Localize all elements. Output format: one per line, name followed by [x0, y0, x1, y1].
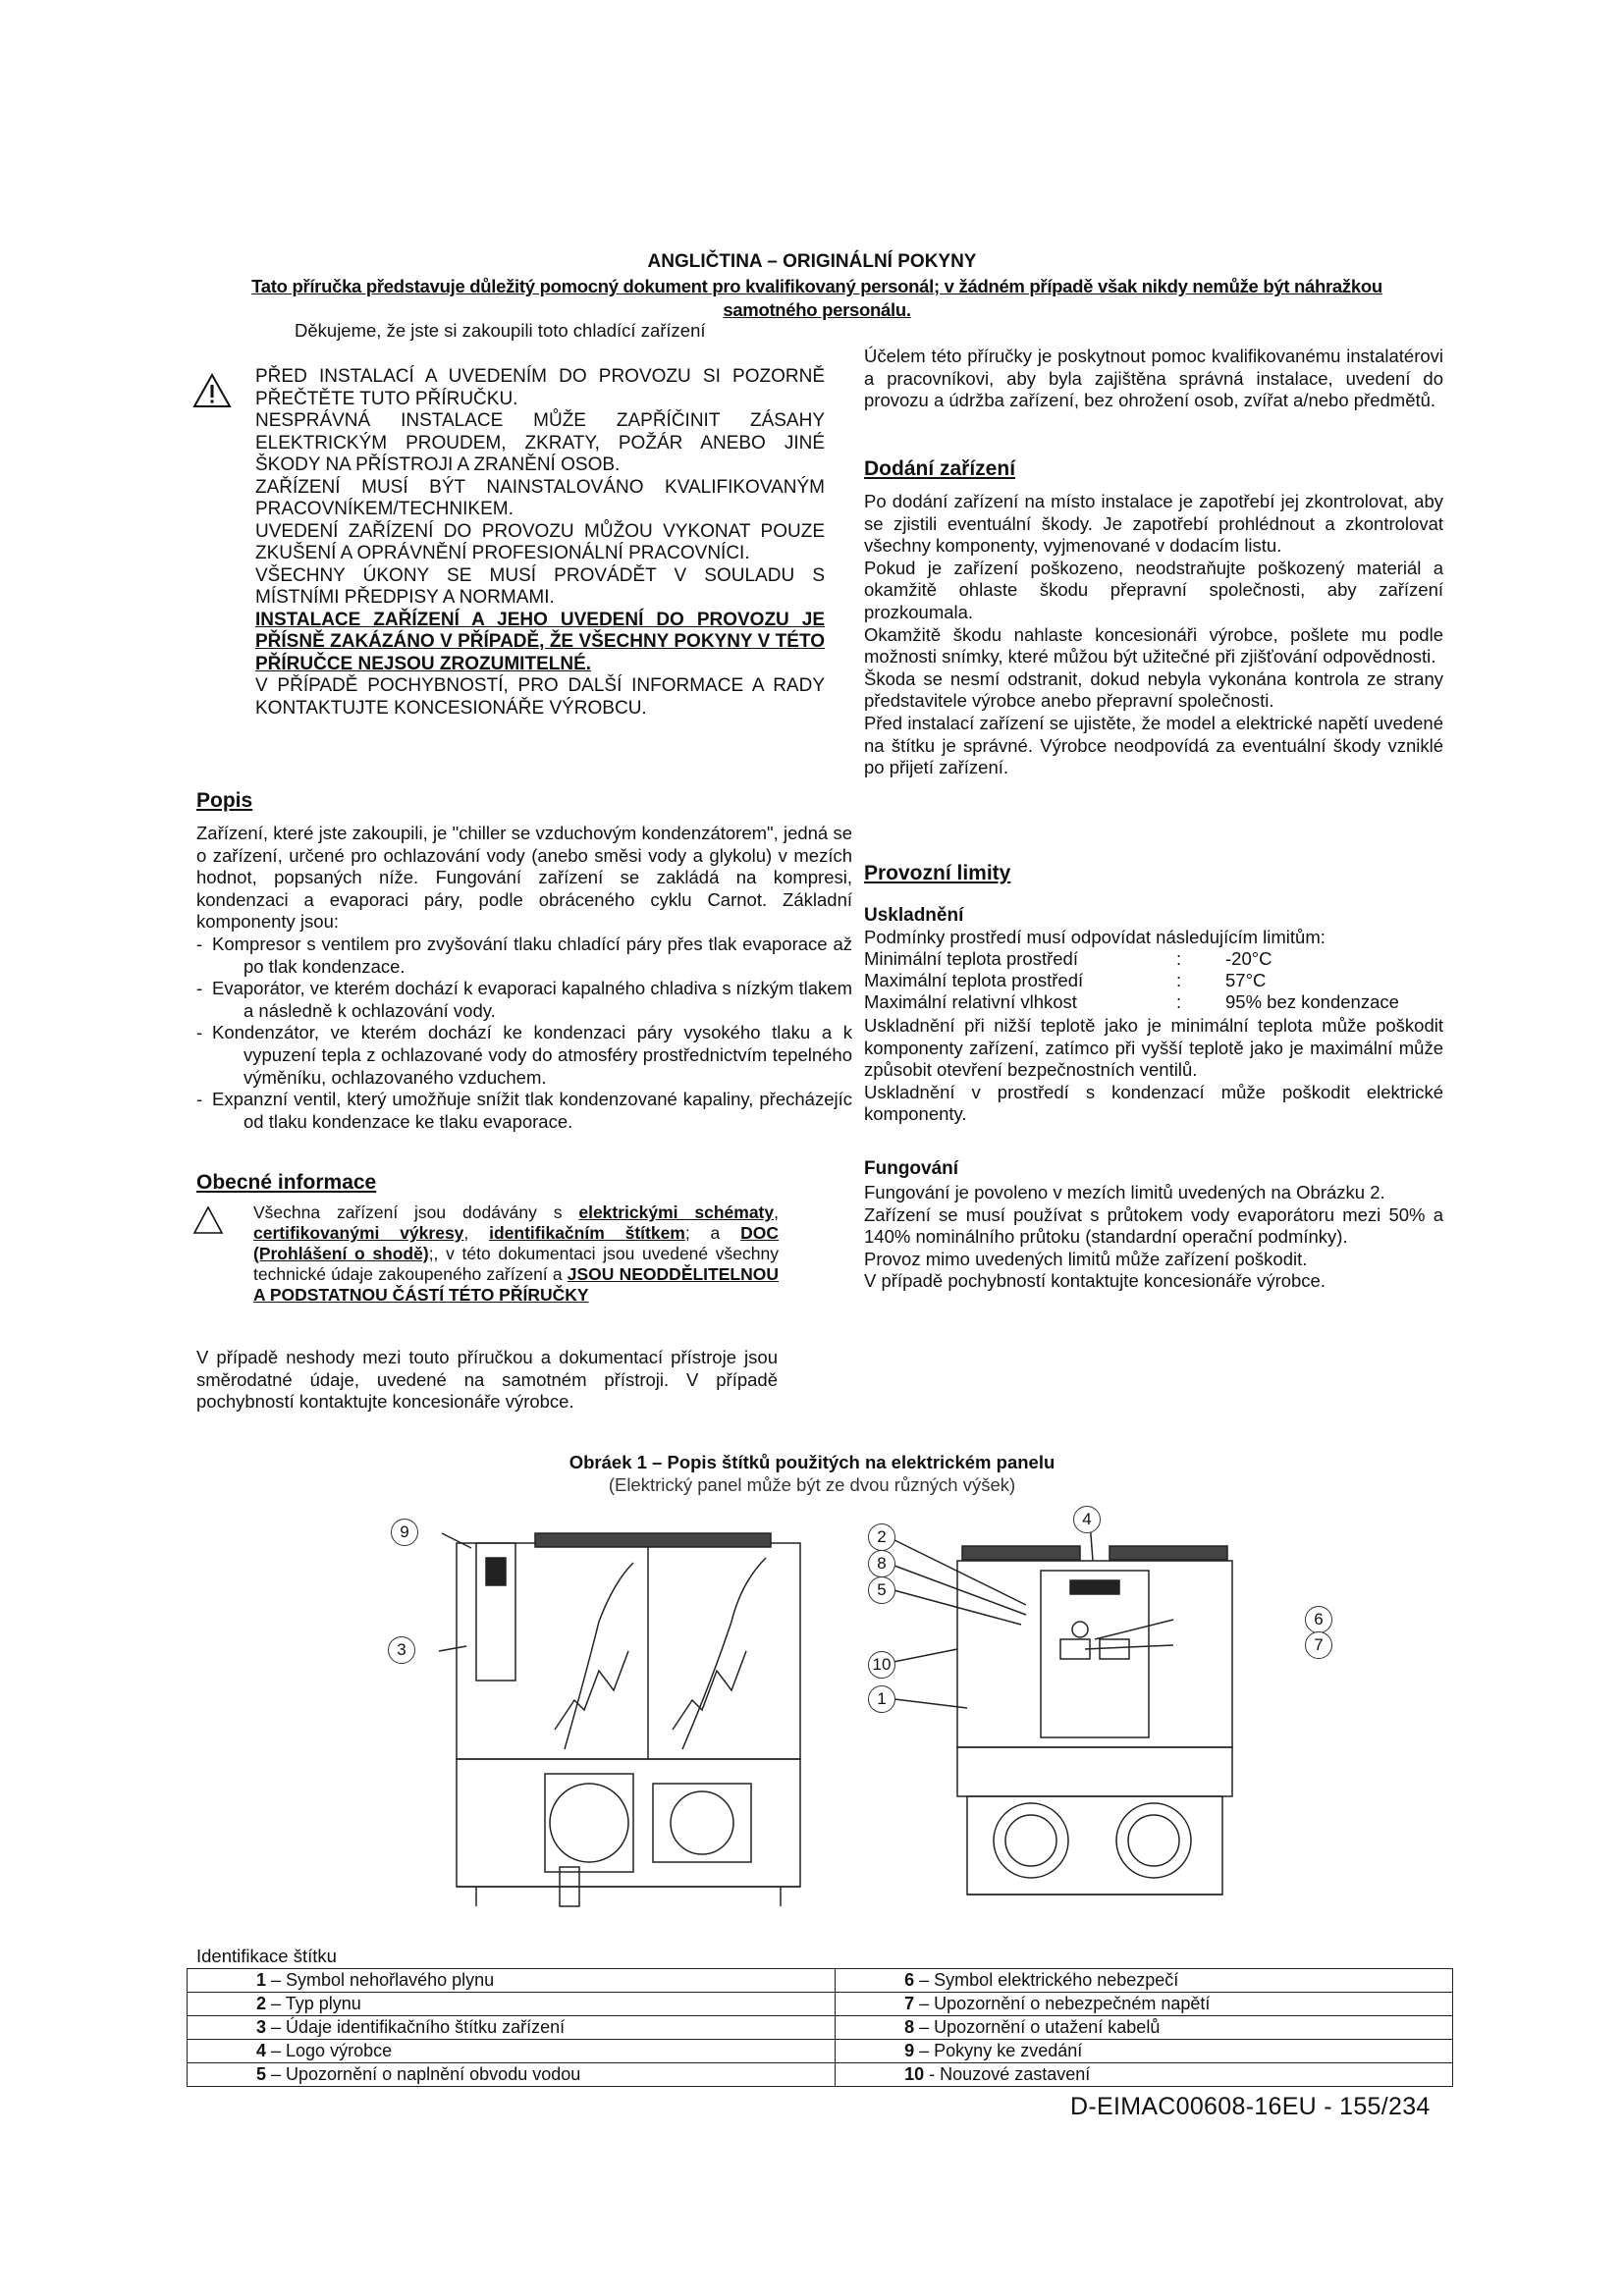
ident-cell: 4 – Logo výrobce [188, 2040, 836, 2063]
table-row [188, 1969, 1453, 1993]
link-certified-drawings: certifikovanými výkresy [253, 1223, 464, 1243]
warning-p7: V PŘÍPADĚ POCHYBNOSTÍ, PRO DALŠÍ INFORMACE A RADY KONTAKTUJTE KONCESIONÁŘE VÝROBCU. [255, 675, 825, 719]
popis-text [196, 823, 852, 1133]
delivery-p1: Po dodání zařízení na místo instalace je zapotřebí jej zkontrolovat, aby se zjistili eventuální škody. Je zapotřebí prohlédnout a zkontrolovat všechny komponenty, vyjmenované v dodacím listu. [864, 491, 1443, 557]
warning-p2: NESPRÁVNÁ INSTALACE MŮŽE ZAPŘÍČINIT ZÁSAHY ELEKTRICKÝM PROUDEM, ZKRATY, POŽÁR ANEBO JINÉ ŠKODY NA PŘÍSTROJI A ZRANĚNÍ OSOB. [255, 410, 825, 475]
limit-row: Maximální teplota prostředí : 57°C [864, 970, 1267, 990]
op-p3: Provoz mimo uvedených limitů může zařízení poškodit. [864, 1248, 1308, 1269]
callout-3: 3 [388, 1636, 415, 1664]
link-doc: DOC (Prohlášení o shodě) [253, 1223, 779, 1263]
callout-8: 8 [868, 1550, 895, 1577]
document-title: ANGLIČTINA – ORIGINÁLNÍ POKYNY [647, 251, 977, 272]
ident-cell: 1 – Symbol nehořlavého plynu [188, 1969, 836, 1993]
ident-cell: 2 – Typ plynu [188, 1993, 836, 2016]
warning-p5: VŠECHNY ÚKONY SE MUSÍ PROVÁDĚT V SOULADU S MÍSTNÍMI PŘEDPISY A NORMAMI. [255, 564, 825, 608]
table-row [188, 1993, 1453, 2016]
op-p4: V případě pochybností kontaktujte koncesionáře výrobce. [864, 1270, 1326, 1292]
operation-heading: Fungování [864, 1158, 959, 1179]
table-row [188, 2040, 1453, 2063]
warning-block [255, 366, 825, 720]
table-row [188, 2016, 1453, 2040]
chiller-front-drawing [849, 1502, 1301, 1908]
popis-item-2: - Evaporátor, ve kterém dochází k evaporaci kapalného chladiva s nízkým tlakem a následně k ochlazování vody. [196, 978, 852, 1021]
storage-p1: Uskladnění při nižší teplotě jako je minimální teplota může poškodit komponenty zařízení, zatímco při vyšší teplotě jako je maximální může způsobit otevření bezpečnostních ventilů. [864, 1015, 1443, 1081]
page-footer: D-EIMAC00608-16EU - 155/234 [1070, 2093, 1431, 2120]
callout-1: 1 [868, 1685, 895, 1713]
delivery-heading: Dodání zařízení [864, 457, 1016, 480]
delivery-p2: Pokud je zařízení poškozeno, neodstraňujte poškozený materiál a okamžitě ohlaste škodu přepravní společnosti, aby zařízení prozkoumala. [864, 557, 1443, 622]
general-after-text: V případě neshody mezi touto příručkou a dokumentací přístroje jsou směrodatné údaje, uvedené na samotném přístroji. V případě pochybností kontaktujte koncesionáře výrobce. [196, 1347, 778, 1413]
operation-text [864, 1182, 1443, 1293]
inseparable-part-note: JSOU NEODDĚLITELNOU A PODSTATNOU ČÁSTÍ TÉTO PŘÍRUČKY [253, 1264, 779, 1305]
ident-cell: 3 – Údaje identifikačního štítku zařízení [188, 2016, 836, 2040]
limits-heading: Provozní limity [864, 862, 1011, 884]
chiller-side-drawing [388, 1504, 830, 1908]
callout-6: 6 [1305, 1606, 1332, 1633]
warning-p4: UVEDENÍ ZAŘÍZENÍ DO PROVOZU MŮŽOU VYKONAT POUZE ZKUŠENÍ A OPRÁVNĚNÍ PROFESIONÁLNÍ PRACOVNÍCI. [255, 520, 825, 563]
ident-label: Identifikace štítku [196, 1946, 337, 1966]
storage-text [864, 1015, 1443, 1126]
op-p1: Fungování je povoleno v mezích limitů uvedených na Obrázku 2. [864, 1182, 1385, 1202]
delivery-p3: Okamžitě škodu nahlaste koncesionáři výrobce, pošlete mu podle možnosti snímky, které můžou být užitečné při zjišťování odpovědnosti. [864, 623, 1443, 667]
popis-item-1: - Kompresor s ventilem pro zvyšování tlaku chladící páry přes tlak evaporace až po tlak kondenzace. [196, 933, 852, 977]
storage-intro: Podmínky prostředí musí odpovídat následujícím limitům: [864, 927, 1326, 947]
warning-triangle-icon [192, 373, 232, 408]
general-info-block: Všechna zařízení jsou dodávány s elektrickými schématy, certifikovanými výkresy, identifikačním štítkem; a DOC (Prohlášení o shodě);, v této dokumentaci jsou uvedené všechny technické údaje zakoupeného zařízení a JSOU NEODDĚLITELNOU A PODSTATNOU ČÁSTÍ TÉTO PŘÍRUČKY [253, 1202, 779, 1305]
popis-item-4: - Expanzní ventil, který umožňuje snížit tlak kondenzované kapaliny, přecházejíc od tlaku kondenzace ke tlaku evaporace. [196, 1089, 852, 1132]
delivery-text [864, 491, 1443, 779]
popis-item-3: - Kondenzátor, ve kterém dochází ke kondenzaci páry vysokého tlaku a k vypuzení tepla z ochlazované vody do atmosféry prostřednictvím tepelného výměníku, ochlazovaného vzduchem. [196, 1022, 852, 1088]
figure-title: Obráek 1 – Popis štítků použitých na elektrickém panelu [568, 1452, 1056, 1472]
ident-cell: 6 – Symbol elektrického nebezpečí [836, 1969, 1453, 1993]
callout-7: 7 [1305, 1631, 1332, 1659]
warning-p6: INSTALACE ZAŘÍZENÍ A JEHO UVEDENÍ DO PROVOZU JE PŘÍSNĚ ZAKÁZÁNO V PŘÍPADĚ, ŽE VŠECHNY POKYNY V TÉTO PŘÍRUČCE NEJSOU ZROZUMITELNÉ. [255, 609, 825, 674]
callout-10: 10 [868, 1651, 895, 1679]
callout-2: 2 [868, 1523, 895, 1551]
ident-cell: 7 – Upozornění o nebezpečném napětí [836, 1993, 1453, 2016]
document-subtitle: Tato příručka představuje důležitý pomocný dokument pro kvalifikovaný personál; v žádném případě však nikdy nemůže být náhražkou samotného personálu. [251, 276, 1382, 320]
storage-p2: Uskladnění v prostředí s kondenzací může poškodit elektrické komponenty. [864, 1081, 1443, 1125]
link-electrical-schemes: elektrickými schématy [578, 1202, 775, 1222]
op-p2: Zařízení se musí používat s průtokem vody evaporátoru mezi 50% a 140% nominálního průtoku (standardní operační podmínky). [864, 1203, 1443, 1248]
table-row [188, 2063, 1453, 2087]
figure-subtitle: (Elektrický panel může být ze dvou různých výšek) [608, 1474, 1016, 1495]
storage-heading: Uskladnění [864, 905, 964, 926]
storage-limits-table [864, 948, 1399, 1013]
ident-cell: 8 – Upozornění o utažení kabelů [836, 2016, 1453, 2040]
general-heading: Obecné informace [196, 1171, 377, 1194]
link-id-plate: identifikačním štítkem [489, 1223, 685, 1243]
popis-intro: Zařízení, které jste zakoupili, je "chiller se vzduchovým kondenzátorem", jedná se o zařízení, určené pro ochlazování vody (anebo směsi vody a glykolu) v mezích hodnot, popsaných níže. Fungování zařízení se zakládá na kompresi, kondenzaci a evaporaci páry, podle obráceného cyklu Carnot. Základní komponenty jsou: [196, 823, 852, 933]
thanks-line: Děkujeme, že jste si zakoupili toto chladící zařízení [295, 320, 706, 341]
delivery-p5: Před instalací zařízení se ujistěte, že model a elektrické napětí uvedené na štítku je správné. Výrobce neodpovídá za eventuální škody vzniklé po přijetí zařízení. [864, 712, 1443, 778]
ident-table [187, 1968, 1453, 2087]
callout-9: 9 [391, 1519, 418, 1546]
limit-row: Maximální relativní vlhkost : 95% bez kondenzace [864, 991, 1399, 1012]
delivery-p4: Škoda se nesmí odstranit, dokud nebyla vykonána kontrola ze strany představitele výrobce anebo přepravní společnosti. [864, 667, 1443, 712]
warning-p3: ZAŘÍZENÍ MUSÍ BÝT NAINSTALOVÁNO KVALIFIKOVANÝM PRACOVNÍKEM/TECHNIKEM. [255, 476, 825, 519]
caution-triangle-icon [192, 1205, 224, 1235]
callout-5: 5 [868, 1576, 895, 1604]
limit-row: Minimální teplota prostředí : -20°C [864, 948, 1272, 969]
ident-cell: 5 – Upozornění o naplnění obvodu vodou [188, 2063, 836, 2087]
ident-cell: 10 - Nouzové zastavení [836, 2063, 1453, 2087]
popis-heading: Popis [196, 789, 253, 812]
callout-4: 4 [1073, 1506, 1101, 1533]
purpose-text: Účelem této příručky je poskytnout pomoc kvalifikovanému instalatérovi a pracovníkovi, aby byla zajištěna správná instalace, uvedení do provozu a údržba zařízení, bez ohrožení osob, zvířat a/nebo předmětů. [864, 346, 1443, 411]
ident-cell: 9 – Pokyny ke zvedání [836, 2040, 1453, 2063]
warning-p1: PŘED INSTALACÍ A UVEDENÍM DO PROVOZU SI POZORNĚ PŘEČTĚTE TUTO PŘÍRUČKU. [255, 366, 825, 409]
figure-caption [0, 1451, 1624, 1496]
